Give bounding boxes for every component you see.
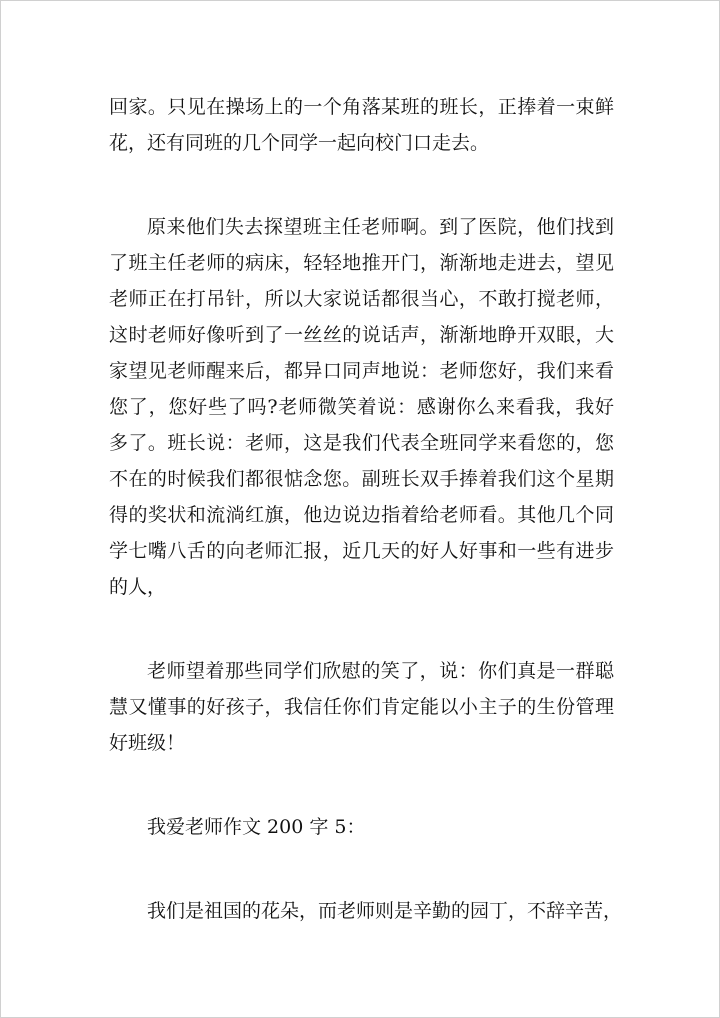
paragraph-gap [109, 605, 614, 653]
text-line: 家望见老师醒来后，都异口同声地说：老师您好，我们来看 [109, 360, 614, 382]
text-line: 这时老师好像听到了一丝丝的说话声，渐渐地睁开双眼，大 [109, 324, 614, 346]
text-line: 好班级！ [109, 732, 186, 754]
text-line: 原来他们失去探望班主任老师啊。到了医院，他们找到 [147, 216, 614, 238]
document-body [109, 89, 623, 929]
text-line: 慧又懂事的好孩子，我信任你们肯定能以小主子的生份管理 [109, 696, 614, 718]
paragraph-gap [109, 845, 614, 893]
text-line: 老师正在打吊针，所以大家说话都很当心，不敢打搅老师， [109, 288, 614, 310]
text-line: 不在的时候我们都很惦念您。副班长双手捧着我们这个星期 [109, 468, 614, 490]
paragraph-gap [109, 161, 614, 209]
text-line: 学七嘴八舌的向老师汇报，近几天的好人好事和一些有进步 [109, 540, 614, 562]
paragraph [109, 209, 614, 605]
paragraph [109, 89, 614, 161]
text-line: 多了。班长说：老师，这是我们代表全班同学来看您的，您 [109, 432, 614, 454]
paragraph-gap [109, 761, 614, 809]
text-line: 花，还有同班的几个同学一起向校门口走去。 [109, 132, 490, 154]
heading-line: 我爱老师作文 200 字 5： [147, 816, 366, 838]
paragraph [109, 653, 614, 761]
text-line: 老师望着那些同学们欣慰的笑了，说：你们真是一群聪 [147, 660, 614, 682]
paragraph [109, 893, 623, 929]
text-line: 您了，您好些了吗?老师微笑着说：感谢你么来看我，我好 [109, 396, 614, 418]
text-line: 了班主任老师的病床，轻轻地推开门，渐渐地走进去，望见 [109, 252, 614, 274]
text-line: 的人， [109, 576, 167, 598]
text-line: 我们是祖国的花朵，而老师则是辛勤的园丁，不辞辛苦， [147, 900, 623, 922]
text-line: 回家。只见在操场上的一个角落某班的班长，正捧着一束鲜 [109, 96, 614, 118]
section-heading [109, 809, 614, 845]
text-line: 得的奖状和流淌红旗，他边说边指着给老师看。其他几个同 [109, 504, 614, 526]
